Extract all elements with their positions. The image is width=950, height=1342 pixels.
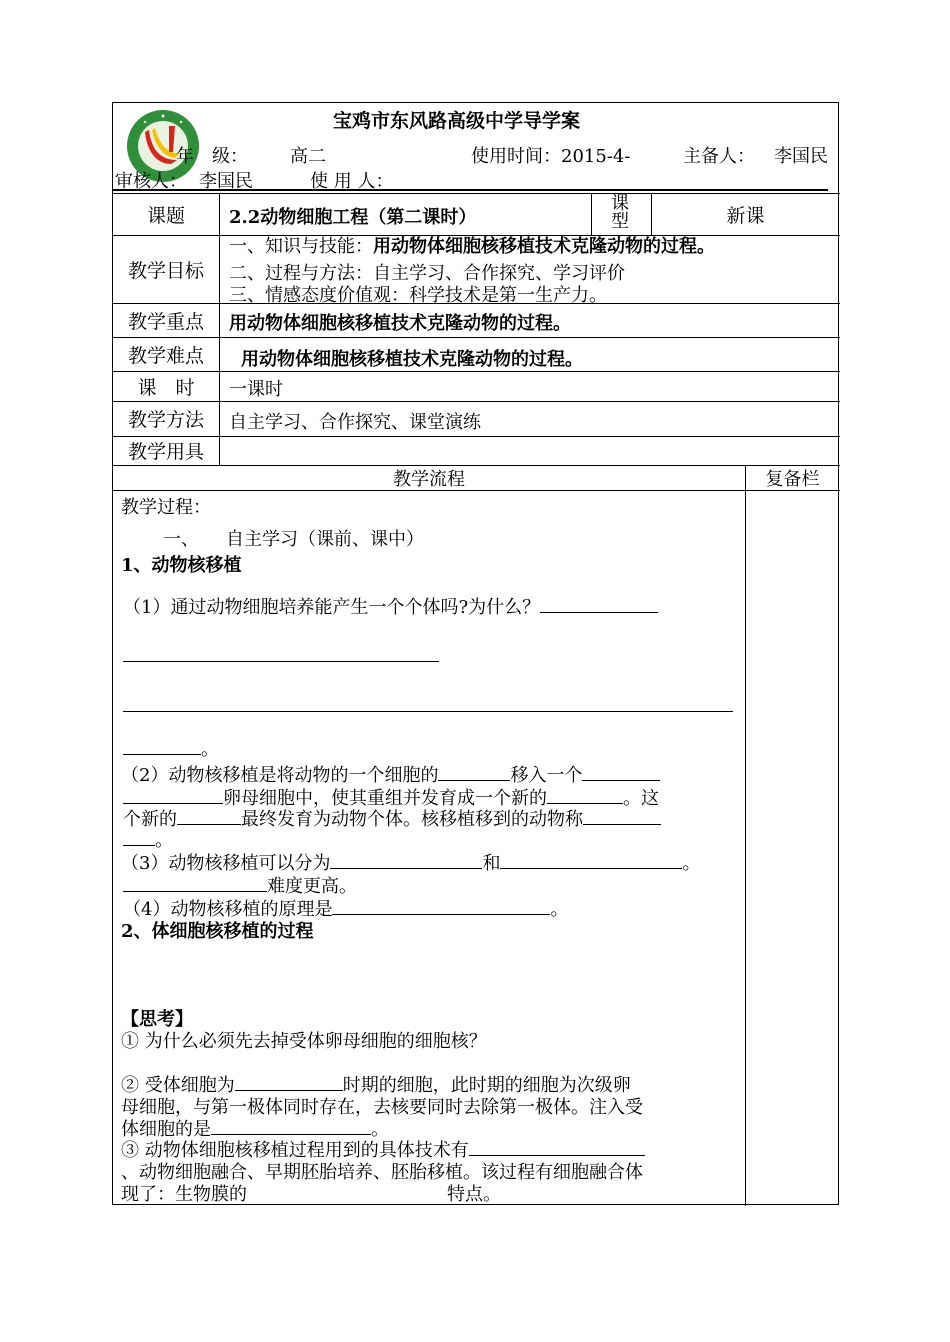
think-1: ① 为什么必须先去掉受体卵母细胞的细胞核？: [121, 1031, 487, 1052]
method-label: 教学方法: [127, 409, 204, 431]
question-1-end: 。: [123, 739, 219, 761]
answer-blank[interactable]: [583, 823, 661, 825]
answer-blank[interactable]: [332, 913, 550, 915]
process-label: 教学过程：: [121, 497, 211, 518]
grade-value: 高二: [290, 146, 326, 167]
heading-1: 1、动物核移植: [121, 555, 242, 576]
goal-2: 二、过程与方法：自主学习、合作探究、学习评价: [229, 263, 625, 284]
question-3-line-2: 难度更高。: [123, 876, 357, 898]
question-2-line-2: 卵母细胞中，使其重组并发育成一个新的 。这: [123, 788, 659, 810]
answer-line[interactable]: [123, 711, 733, 712]
grade-label: 年 级：: [176, 146, 248, 167]
period-value: 一课时: [229, 379, 283, 400]
think-3-line-1: ③ 动物体细胞核移植过程用到的具体技术有: [121, 1140, 645, 1162]
answer-line[interactable]: [123, 661, 439, 662]
question-1: [123, 597, 658, 619]
user-label: 使 用 人：: [310, 171, 394, 192]
answer-blank[interactable]: [582, 779, 660, 781]
think-heading: 【思考】: [121, 1009, 193, 1030]
difficulty-label: 教学难点: [127, 344, 204, 367]
think-2-line-3: 体细胞的是 。: [121, 1119, 389, 1140]
answer-blank[interactable]: [123, 890, 267, 892]
heading-2: 2、体细胞核移植的过程: [121, 921, 314, 942]
goal-1: [229, 236, 715, 258]
goal-1-prefix: 一、知识与技能：: [229, 236, 373, 257]
question-1-text: （1）通过动物细胞培养能产生一个个体吗?为什么？: [123, 597, 541, 618]
goal-3: 三、情感态度价值观：科学技术是第一生产力。: [229, 285, 607, 306]
period-label: 课 时: [137, 376, 195, 399]
think-2-line-1: ② 受体细胞为 时期的细胞，此时期的细胞为次级卵: [121, 1075, 631, 1096]
reviewer-label: 审核人：: [115, 171, 187, 192]
think-2-line-2: 母细胞，与第一极体同时存在，去核要同时去除第一极体。注入受: [121, 1097, 643, 1118]
answer-blank[interactable]: [500, 867, 682, 869]
method-value: 自主学习、合作探究、课堂演练: [229, 412, 481, 433]
answer-blank[interactable]: [123, 753, 201, 755]
answer-blank[interactable]: [235, 1089, 343, 1091]
page-title: 宝鸡市东风路高级中学导学案: [333, 110, 581, 132]
question-2-line-1: （2）动物核移植是将动物的一个细胞的 移入一个: [121, 765, 660, 787]
preparer-value: 李国民: [774, 146, 828, 167]
answer-blank[interactable]: [177, 823, 241, 825]
think-3-line-2: 、动物细胞融合、早期胚胎培养、胚胎移植。该过程有细胞融合体: [121, 1162, 643, 1183]
think-3-line-3: 现了：生物膜的 特点。: [121, 1184, 501, 1205]
type-label: 课型: [611, 193, 629, 232]
flow-header: 教学流程: [393, 468, 465, 490]
answer-blank[interactable]: [123, 844, 155, 846]
goal-1-text: 用动物体细胞核移植技术克隆动物的过程。: [373, 236, 715, 257]
answer-blank[interactable]: [211, 1133, 371, 1135]
key-value: 用动物体细胞核移植技术克隆动物的过程。: [229, 313, 571, 334]
difficulty-value: 用动物体细胞核移植技术克隆动物的过程。: [241, 349, 583, 370]
use-time: 使用时间：2015-4-: [471, 146, 631, 167]
answer-blank[interactable]: [123, 802, 223, 804]
goals-label: 教学目标: [127, 259, 204, 282]
question-2-line-3: 个新的 最终发育为动物个体。核移植移到的动物称: [123, 809, 661, 831]
topic-value: 2.2动物细胞工程（第二课时）: [229, 207, 477, 228]
section-1: 一、 自主学习（课前、课中）: [163, 529, 424, 550]
tools-label: 教学用具: [127, 441, 204, 463]
answer-blank[interactable]: [438, 779, 510, 781]
answer-blank[interactable]: [540, 611, 658, 613]
answer-blank[interactable]: [330, 867, 482, 869]
type-value: 新课: [726, 204, 765, 227]
key-label: 教学重点: [127, 310, 204, 333]
answer-blank[interactable]: [469, 1154, 645, 1156]
answer-blank[interactable]: [547, 802, 623, 804]
notes-header: 复备栏: [765, 468, 820, 490]
topic-label: 课题: [146, 204, 185, 227]
preparer-label: 主备人：: [683, 146, 755, 167]
question-3-line-1: （3）动物核移植可以分为 和 。: [121, 853, 701, 874]
question-4: （4）动物核移植的原理是 。: [123, 899, 569, 920]
question-2-end: 。: [123, 830, 173, 852]
lesson-plan-sheet: [112, 102, 839, 1205]
reviewer-value: 李国民: [199, 171, 253, 192]
